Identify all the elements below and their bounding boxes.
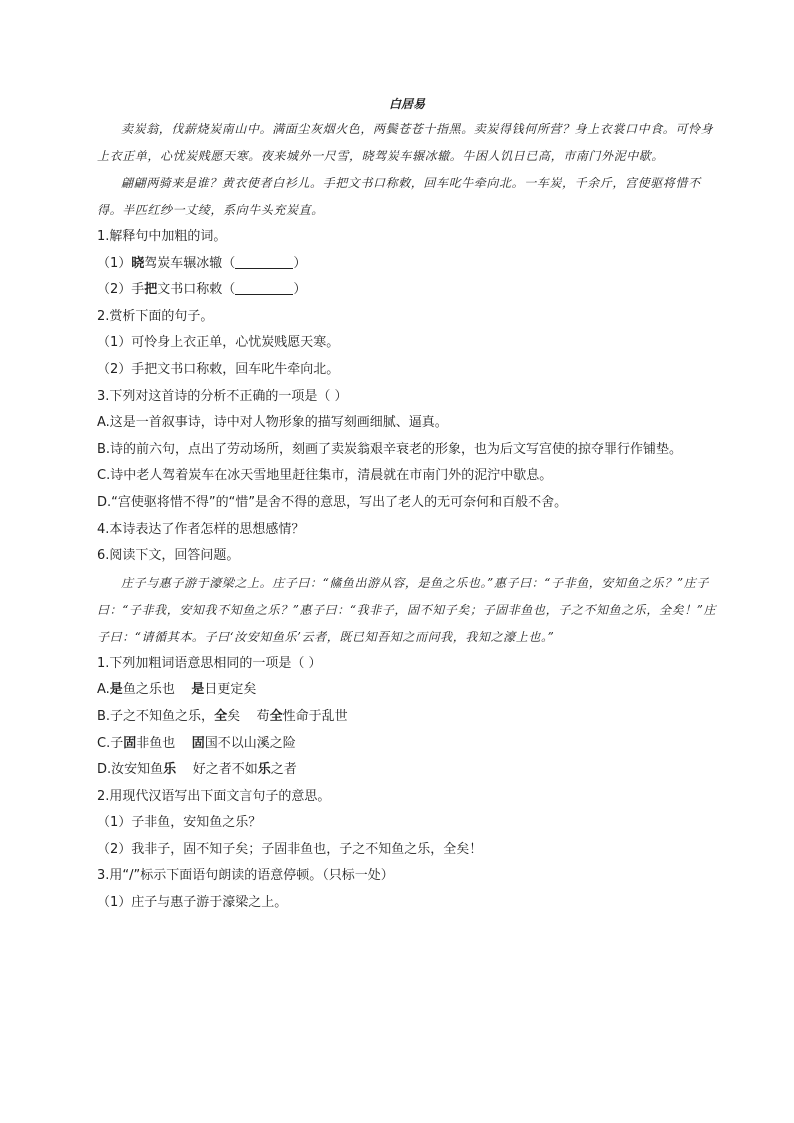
question-4: 4.本诗表达了作者怎样的思想感情？ <box>97 521 305 537</box>
document-content <box>97 94 717 917</box>
question-1: 1.解释句中加粗的词。 <box>97 229 227 244</box>
poem-author-title: 白居易 <box>388 97 425 111</box>
item-close: ） <box>293 255 307 271</box>
reading-question-2-item-2: （2）我非子，固不知子矣；子固非鱼也，子之不知鱼之乐，全矣！ <box>97 841 483 857</box>
reading-question-1: 1.下列加粗词语意思相同的一项是（ ） <box>97 655 322 671</box>
question-2: 2.赏析下面的句子。 <box>97 308 214 324</box>
option-text: 国不以山溪之险 <box>204 735 296 751</box>
option-a <box>97 677 717 704</box>
bold-word: 是 <box>191 682 205 698</box>
reading-question-2-item-1: （1）子非鱼，安知鱼之乐？ <box>97 815 262 831</box>
poem-paragraph-2: 翩翩两骑来是谁？黄衣使者白衫儿。手把文书口称敕，回车叱牛牵向北。一车炭，千余斤，宫使驱将惜不得。半匹红纱一丈绫，系向牛头充炭直。 <box>97 176 701 217</box>
option-text: 之者 <box>270 762 297 778</box>
answer-blank[interactable] <box>235 280 293 295</box>
reading-question-3: 3.用“/”标示下面语句朗读的语意停顿。（只标一处） <box>97 868 394 884</box>
question-3-option-b: B.诗的前六句，点出了劳动场所，刻画了卖炭翁艰辛衰老的形象，也为后文写宫使的掠夺罪行作铺垫。 <box>97 441 683 457</box>
bold-word: 全 <box>269 708 283 724</box>
item-number: （1） <box>97 255 132 271</box>
bold-word: 晓 <box>131 255 145 271</box>
bold-word: 全 <box>214 708 228 724</box>
option-label: A. <box>97 682 110 698</box>
option-text: 非鱼也 <box>136 735 192 751</box>
option-label: C.子 <box>97 735 124 751</box>
item-close: ） <box>293 282 307 298</box>
bold-word: 是 <box>109 682 123 698</box>
question-2-item-1: （1）可怜身上衣正单，心忧炭贱愿天寒。 <box>97 335 340 351</box>
option-d <box>97 757 717 784</box>
question-2-item-2: （2）手把文书口称敕，回车叱牛牵向北。 <box>97 361 340 377</box>
option-text: 好之者不如 <box>176 762 258 778</box>
option-text: 矣 苟 <box>227 708 270 724</box>
option-label: D.汝安知鱼 <box>97 762 164 778</box>
question-3-option-a: A.这是一首叙事诗，诗中对人物形象的描写刻画细腻、逼真。 <box>97 415 448 431</box>
option-c <box>97 731 717 758</box>
answer-blank[interactable] <box>235 254 293 269</box>
option-b <box>97 704 717 731</box>
reading-question-3-item-1: （1）庄子与惠子游于濠梁之上。 <box>97 895 288 911</box>
reading-question-1-options <box>97 677 717 783</box>
bold-word: 固 <box>191 735 205 751</box>
question-1-item-2 <box>97 277 717 304</box>
item-text: 文书口称敕（ <box>157 282 236 298</box>
bold-word: 乐 <box>257 762 271 778</box>
option-label: B.子之不知鱼之乐， <box>97 708 215 724</box>
item-text: 驾炭车辗冰辙（ <box>144 255 236 271</box>
option-text: 日更定矣 <box>204 682 257 698</box>
reading-passage: 庄子与惠子游于濠梁之上。庄子曰：“鯈鱼出游从容，是鱼之乐也。”惠子曰：“子非鱼，安知鱼之乐？”庄子曰：“子非我，安知我不知鱼之乐？”惠子曰：“我非子，固不知子矣；子固非鱼也，子之不知鱼之乐，全矣！”庄子曰：“请循其本。子曰‘汝安知鱼乐’云者，既已知吾知之而问我，我知之濠上也。” <box>97 575 717 644</box>
question-3-option-c: C.诗中老人驾着炭车在冰天雪地里赶往集市，清晨就在市南门外的泥泞中歇息。 <box>97 468 553 484</box>
poem-paragraph-1: 卖炭翁，伐薪烧炭南山中。满面尘灰烟火色，两鬓苍苍十指黑。卖炭得钱何所营？身上衣裳口中食。可怜身上衣正单，心忧炭贱愿天寒。夜来城外一尺雪，晓驾炭车辗冰辙。牛困人饥日已高，市南门外泥中歇。 <box>97 122 714 163</box>
bold-word: 乐 <box>163 762 177 778</box>
bold-word: 固 <box>123 735 137 751</box>
option-text: 鱼之乐也 <box>122 682 192 698</box>
item-number: （2）手 <box>97 282 145 298</box>
bold-word: 把 <box>144 282 158 298</box>
question-3-option-d: D.“宫使驱将惜不得”的“惜”是舍不得的意思，写出了老人的无可奈何和百般不舍。 <box>97 494 568 510</box>
reading-question-2: 2.用现代汉语写出下面文言句子的意思。 <box>97 788 331 804</box>
reading-intro: 6.阅读下文，回答问题。 <box>97 548 240 564</box>
question-3: 3.下列对这首诗的分析不正确的一项是（ ） <box>97 388 348 404</box>
question-1-item-1 <box>97 251 717 278</box>
option-text: 性命于乱世 <box>282 708 348 724</box>
